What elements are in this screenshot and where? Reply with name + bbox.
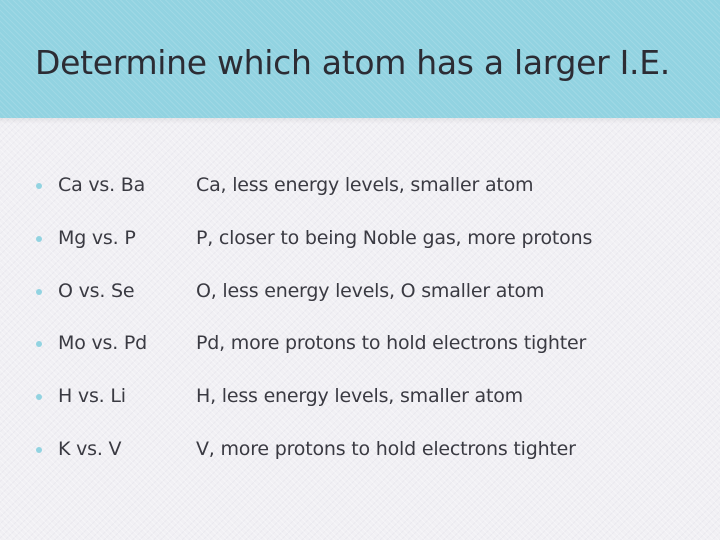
list-item [0, 212, 720, 265]
title-banner [0, 0, 720, 118]
comparison-answer: P, closer to being Noble gas, more protons [196, 226, 593, 249]
comparison-question: O vs. Se [58, 279, 135, 302]
bullet-icon [36, 183, 42, 189]
comparison-answer: O, less energy levels, O smaller atom [196, 279, 545, 302]
comparison-question: K vs. V [58, 437, 122, 460]
bullet-icon [36, 236, 42, 242]
comparison-question: Ca vs. Ba [58, 174, 146, 196]
comparison-list [0, 159, 720, 476]
comparison-answer: V, more protons to hold electrons tighter [196, 437, 576, 460]
list-item [0, 423, 720, 476]
comparison-question: Mo vs. Pd [58, 332, 147, 355]
comparison-question: Mg vs. P [58, 226, 136, 249]
bullet-icon [36, 394, 42, 400]
comparison-answer: Ca, less energy levels, smaller atom [196, 174, 534, 196]
bullet-icon [36, 447, 42, 453]
comparison-answer: Pd, more protons to hold electrons tighter [196, 332, 587, 355]
comparison-question: H vs. Li [58, 385, 126, 408]
slide-title: Determine which atom has a larger I.E. [35, 43, 670, 82]
list-item [0, 370, 720, 423]
list-item [0, 159, 720, 212]
list-item [0, 265, 720, 318]
list-item [0, 317, 720, 370]
bullet-icon [36, 289, 42, 295]
comparison-answer: H, less energy levels, smaller atom [196, 385, 523, 408]
bullet-icon [36, 341, 42, 347]
